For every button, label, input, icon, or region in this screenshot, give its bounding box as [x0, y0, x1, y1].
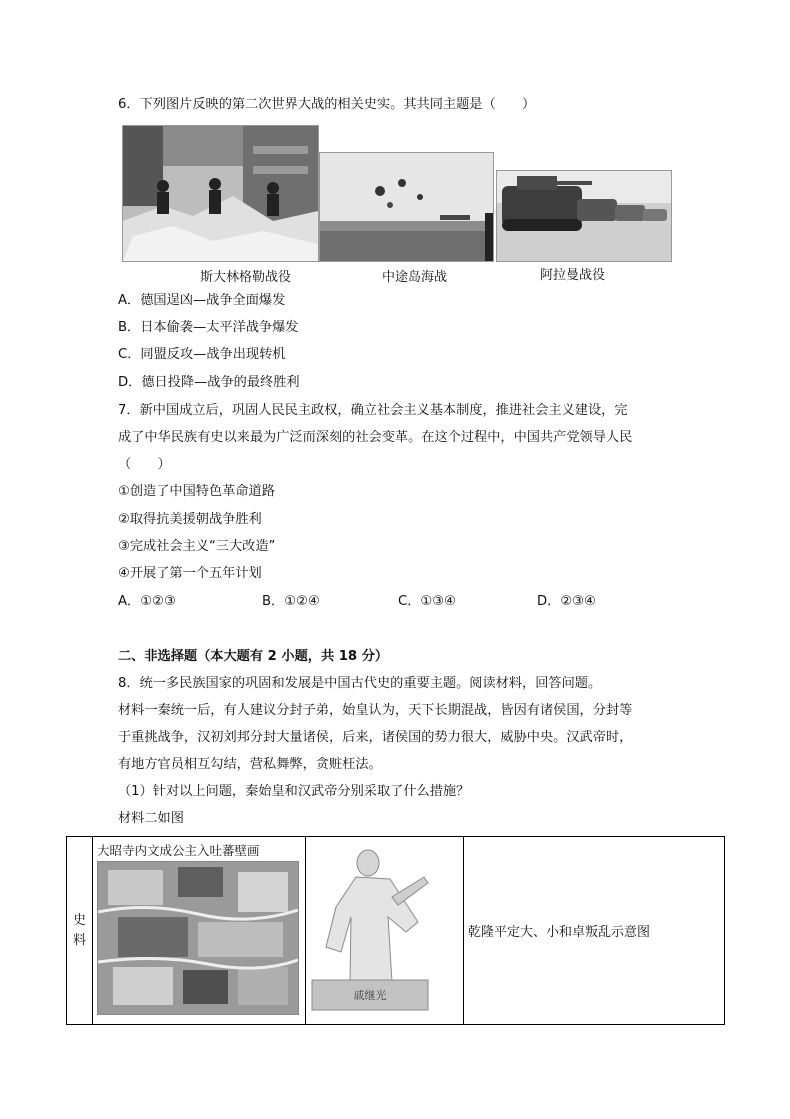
qianlong-map-caption: 乾隆平定大、小和卓叛乱示意图	[468, 925, 651, 940]
q7-item-3: ③完成社会主义“三大改造”	[118, 539, 276, 554]
section2-heading: 二、非选择题（本大题有 2 小题，共 18 分）	[118, 649, 389, 664]
q7-option-c: C．①③④	[398, 594, 456, 609]
alamein-photo	[496, 170, 672, 262]
q6-option-b: B．日本偷袭—太平洋战争爆发	[118, 320, 299, 335]
q6-option-d: D．德日投降—战争的最终胜利	[118, 375, 300, 390]
source-table	[66, 836, 725, 1025]
q7-stem-line-2: 成了中华民族有史以来最为广泛而深刻的社会变革。在这个过程中，中国共产党领导人民	[118, 430, 633, 445]
q7-option-b: B．①②④	[262, 594, 320, 609]
q7-option-a: A．①②③	[118, 594, 176, 609]
caption-stalingrad: 斯大林格勒战役	[200, 270, 292, 285]
statue-inscription: 戚继光	[353, 989, 387, 1002]
table-cell-statue	[306, 837, 464, 1025]
midway-photo	[319, 152, 494, 262]
q8-stem: 8．统一多民族国家的巩固和发展是中国古代史的重要主题。阅读材料，回答问题。	[118, 676, 602, 691]
alamein-illustration	[497, 171, 671, 261]
q8-sub1: （1）针对以上问题，秦始皇和汉武帝分别采取了什么措施？	[118, 784, 470, 799]
q6-stem: 6．下列图片反映的第二次世界大战的相关史实。其共同主题是（ ）	[118, 97, 536, 112]
q8-material1-line-2: 于重挑战争，汉初刘邦分封大量诸侯，后来，诸侯国的势力很大，威胁中央。汉武帝时，	[118, 730, 633, 745]
mural-caption: 大昭寺内文成公主入吐蕃壁画	[97, 843, 260, 858]
q7-item-4: ④开展了第一个五年计划	[118, 566, 262, 581]
q7-stem-line-1: 7．新中国成立后，巩固人民民主政权，确立社会主义基本制度，推进社会主义建设，完	[118, 403, 628, 418]
q7-stem-line-3: （ ）	[118, 457, 171, 472]
q6-option-a: A．德国逞凶—战争全面爆发	[118, 293, 286, 308]
q7-item-2: ②取得抗美援朝战争胜利	[118, 512, 262, 527]
mural-image	[97, 861, 299, 1015]
statue-illustration	[306, 837, 463, 1020]
q7-option-d: D．②③④	[537, 594, 596, 609]
mural-illustration	[98, 862, 298, 1014]
table-cell-map-text	[464, 837, 725, 1025]
q8-material1-line-1: 材料一秦统一后，有人建议分封子弟，始皇认为，天下长期混战，皆因有诸侯国，分封等	[118, 703, 633, 718]
stalingrad-photo	[122, 125, 319, 262]
table-cell-mural	[93, 837, 306, 1025]
caption-midway: 中途岛海战	[382, 270, 448, 285]
q8-material1-line-3: 有地方官员相互勾结，营私舞弊，贪赃枉法。	[118, 757, 382, 772]
table-label-cell	[67, 837, 93, 1025]
q8-material2: 材料二如图	[118, 811, 184, 826]
midway-illustration	[320, 153, 493, 261]
table-label: 史料	[72, 912, 86, 948]
caption-alamein: 阿拉曼战役	[540, 268, 606, 283]
q7-item-1: ①创造了中国特色革命道路	[118, 484, 275, 499]
q6-option-c: C．同盟反攻—战争出现转机	[118, 347, 286, 362]
stalingrad-illustration	[123, 126, 318, 261]
